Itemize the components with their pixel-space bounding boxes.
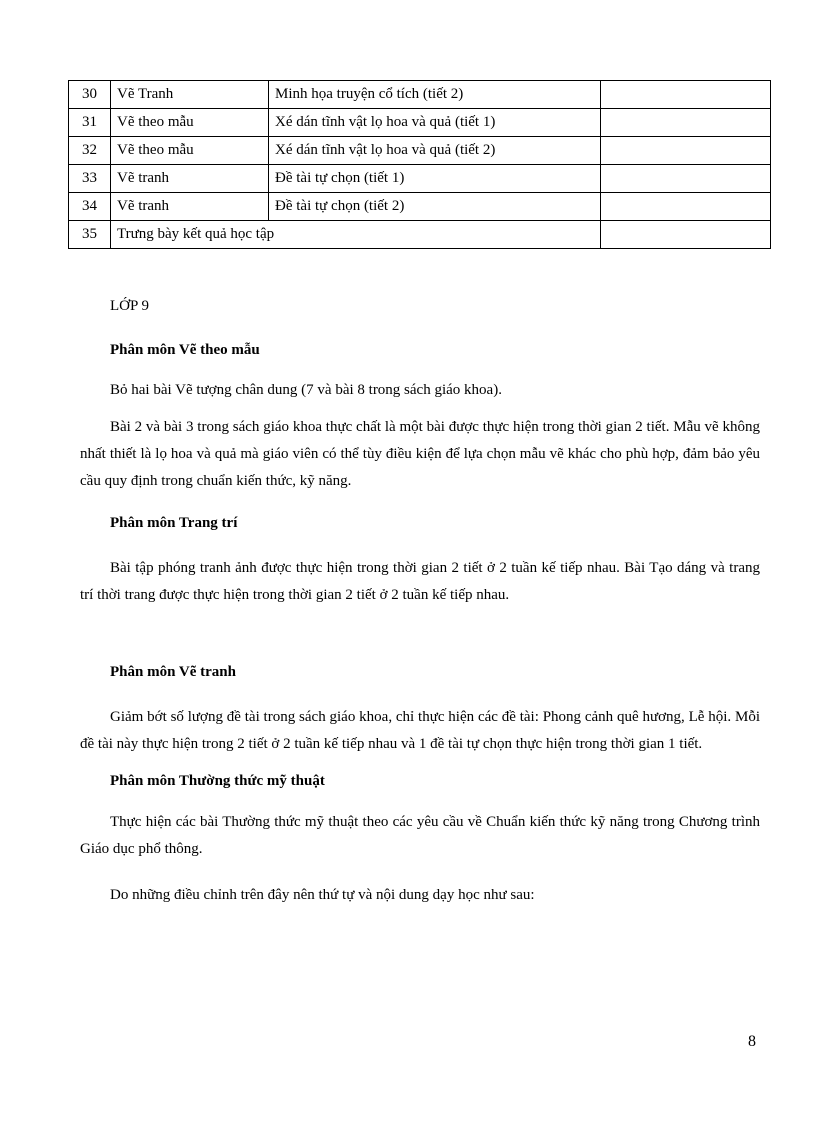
lesson-number: 31 (69, 109, 111, 137)
paragraph: Bỏ hai bài Vẽ tượng chân dung (7 và bài 8 trong sách giáo khoa). (110, 382, 502, 398)
note-cell (601, 81, 771, 109)
section-body-thuong-thuc (80, 809, 760, 863)
section-body-ve-tranh (80, 704, 760, 758)
table-row (69, 81, 771, 109)
section-title-ve-theo-mau: Phân môn Vẽ theo mẫu (110, 342, 260, 358)
lesson-title-cell: Minh họa truyện cổ tích (tiết 2) (269, 81, 601, 109)
table-row (69, 165, 771, 193)
note-cell (601, 165, 771, 193)
note-cell (601, 193, 771, 221)
page-number: 8 (748, 1033, 756, 1050)
lesson-title-cell: Xé dán tĩnh vật lọ hoa và quả (tiết 2) (269, 137, 601, 165)
lesson-number: 34 (69, 193, 111, 221)
paragraph: Do những điều chỉnh trên đây nên thứ tự và nội dung dạy học như sau: (110, 887, 535, 903)
note-cell (601, 109, 771, 137)
lesson-title-cell: Xé dán tĩnh vật lọ hoa và quả (tiết 1) (269, 109, 601, 137)
section-title-trang-tri: Phân môn Trang trí (110, 515, 238, 531)
section-title-thuong-thuc: Phân môn Thường thức mỹ thuật (110, 773, 325, 789)
subject-cell: Vẽ theo mẫu (111, 137, 269, 165)
grade-heading: LỚP 9 (110, 298, 150, 314)
lesson-table (68, 80, 771, 249)
section-title-ve-tranh: Phân môn Vẽ tranh (110, 664, 236, 680)
paragraph: Bài tập phóng tranh ảnh được thực hiện trong thời gian 2 tiết ở 2 tuần kế tiếp nhau. Bài Tạo dáng và trang trí thời trang được thực hiện trong thời gian 2 tiết ở 2 tuần kế tiếp nhau. (80, 560, 760, 603)
lesson-number: 30 (69, 81, 111, 109)
section-body-trang-tri (80, 555, 760, 609)
note-cell (601, 221, 771, 249)
table-row (69, 221, 771, 249)
section-body-thuong-thuc-2 (80, 882, 760, 909)
paragraph: Giảm bớt số lượng đề tài trong sách giáo khoa, chỉ thực hiện các đề tài: Phong cảnh quê hương, Lễ hội. Mỗi đề tài này thực hiện trong 2 tiết ở 2 tuần kế tiếp nhau và 1 đề tài tự chọn thực hiện trong thời gian 1 tiết. (80, 709, 760, 752)
lesson-number: 32 (69, 137, 111, 165)
section-body-ve-theo-mau (80, 377, 760, 404)
note-cell (601, 137, 771, 165)
subject-cell: Vẽ Tranh (111, 81, 269, 109)
subject-cell: Vẽ theo mẫu (111, 109, 269, 137)
table-row (69, 193, 771, 221)
table-row (69, 137, 771, 165)
lesson-title-cell: Đề tài tự chọn (tiết 1) (269, 165, 601, 193)
subject-cell: Vẽ tranh (111, 165, 269, 193)
paragraph: Thực hiện các bài Thường thức mỹ thuật theo các yêu cầu về Chuẩn kiến thức kỹ năng trong Chương trình Giáo dục phổ thông. (80, 814, 760, 857)
section-body-ve-theo-mau-2 (80, 414, 760, 495)
lesson-title-cell: Đề tài tự chọn (tiết 2) (269, 193, 601, 221)
table-row (69, 109, 771, 137)
subject-cell: Vẽ tranh (111, 193, 269, 221)
paragraph: Bài 2 và bài 3 trong sách giáo khoa thực chất là một bài được thực hiện trong thời gian 2 tiết. Mẫu vẽ không nhất thiết là lọ hoa và quả mà giáo viên có thể tùy điều kiện để lựa chọn mẫu vẽ khác cho phù hợp, đảm bảo yêu cầu quy định trong chuẩn kiến thức, kỹ năng. (80, 419, 760, 489)
merged-cell: Trưng bày kết quả học tập (111, 221, 601, 249)
lesson-number: 35 (69, 221, 111, 249)
lesson-number: 33 (69, 165, 111, 193)
